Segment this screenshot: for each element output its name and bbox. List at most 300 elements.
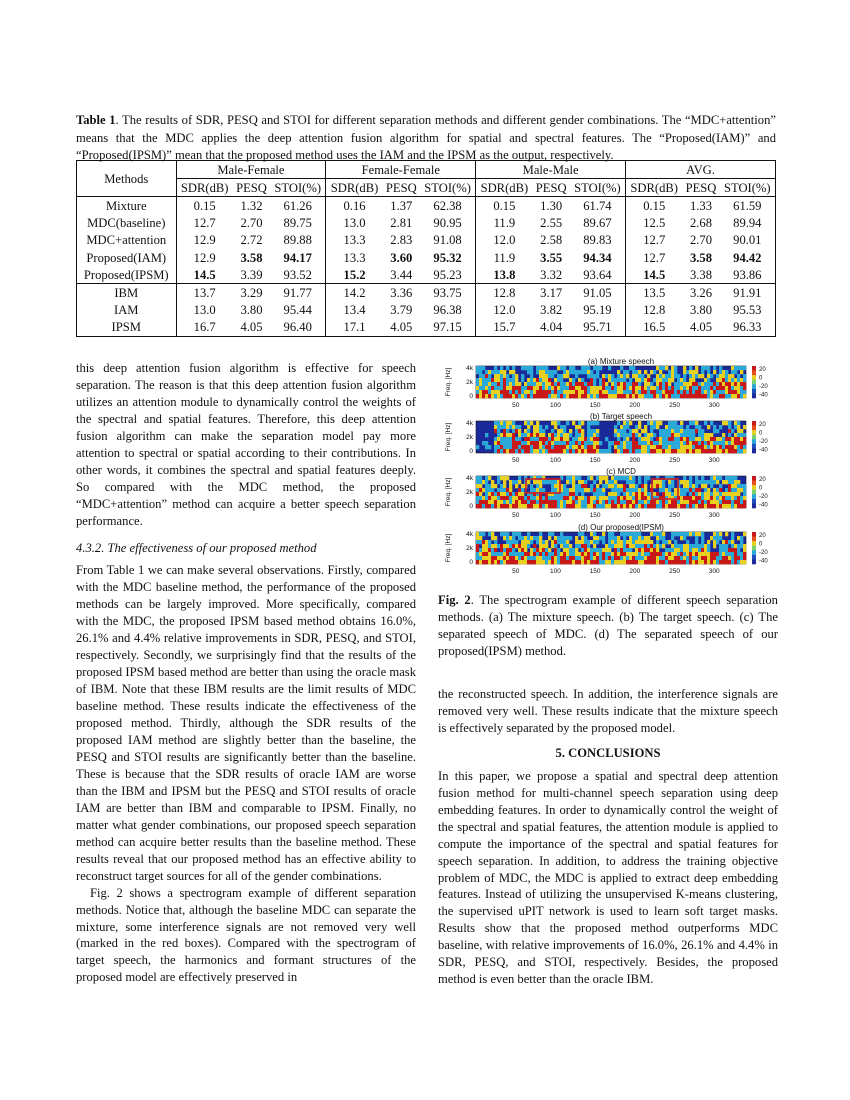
spectrogram-cell xyxy=(629,386,632,390)
spectrogram-cell xyxy=(722,433,725,437)
spectrogram-cell xyxy=(731,429,734,433)
spectrogram-cell xyxy=(653,552,656,556)
spectrogram-cell xyxy=(674,374,677,378)
spectrogram-cell xyxy=(656,425,659,429)
spectrogram-cell xyxy=(644,386,647,390)
spectrogram-cell xyxy=(656,449,659,453)
spectrogram-cell xyxy=(527,552,530,556)
spectrogram-cell xyxy=(707,552,710,556)
spectrogram-cell xyxy=(527,370,530,374)
spectrogram-cell xyxy=(536,548,539,552)
spectrogram-cell xyxy=(488,386,491,390)
spectrogram-cell xyxy=(614,390,617,394)
spectrogram-cell xyxy=(608,560,611,564)
spectrogram-cell xyxy=(734,437,737,441)
value-cell: 95.44 xyxy=(270,302,326,319)
spectrogram-cell xyxy=(518,445,521,449)
spectrogram-cell xyxy=(560,374,563,378)
spectrogram-cell xyxy=(479,488,482,492)
spectrogram-cell xyxy=(482,556,485,560)
spectrogram-cell xyxy=(500,492,503,496)
spectrogram-cell xyxy=(566,492,569,496)
spectrogram-cell xyxy=(569,552,572,556)
spectrogram-cell xyxy=(497,390,500,394)
spectrogram-cell xyxy=(518,429,521,433)
spectrogram-cell xyxy=(611,394,614,398)
spectrogram-cell xyxy=(737,480,740,484)
spectrogram-cell xyxy=(644,445,647,449)
spectrogram-cell xyxy=(656,532,659,536)
spectrogram-cell xyxy=(683,476,686,480)
spectrogram-cell xyxy=(743,496,746,500)
spectrogram-cell xyxy=(722,390,725,394)
spectrogram-cell xyxy=(737,536,740,540)
spectrogram-cell xyxy=(596,441,599,445)
spectrogram-cell xyxy=(728,492,731,496)
spectrogram-cell xyxy=(524,390,527,394)
spectrogram-cell xyxy=(734,488,737,492)
spectrogram-cell xyxy=(590,441,593,445)
y-axis-label: Freq. [Hz] xyxy=(445,477,452,507)
spectrogram-cell xyxy=(617,370,620,374)
spectrogram-cell xyxy=(551,496,554,500)
spectrogram-cell xyxy=(614,433,617,437)
spectrogram-cell xyxy=(581,552,584,556)
spectrogram-cell xyxy=(491,390,494,394)
spectrogram-cell xyxy=(485,484,488,488)
spectrogram-cell xyxy=(590,382,593,386)
spectrogram-cell xyxy=(482,496,485,500)
spectrogram-cell xyxy=(671,370,674,374)
spectrogram-cell xyxy=(503,370,506,374)
spectrogram-cell xyxy=(518,556,521,560)
value-cell: 14.5 xyxy=(193,267,216,282)
spectrogram-cell xyxy=(623,500,626,504)
spectrogram-cell xyxy=(725,476,728,480)
spectrogram-cell xyxy=(539,441,542,445)
colorbar-segment xyxy=(752,393,756,398)
spectrogram-cell xyxy=(737,382,740,386)
spectrogram-cell xyxy=(740,445,743,449)
spectrogram-cell xyxy=(650,370,653,374)
spectrogram-cell xyxy=(506,449,509,453)
spectrogram-cell xyxy=(506,544,509,548)
spectrogram-cell xyxy=(692,433,695,437)
spectrogram-cell xyxy=(635,484,638,488)
spectrogram-cell xyxy=(548,441,551,445)
spectrogram-cell xyxy=(536,429,539,433)
spectrogram-cell xyxy=(740,488,743,492)
spectrogram-cell xyxy=(599,496,602,500)
spectrogram-cell xyxy=(524,500,527,504)
spectrogram-cell xyxy=(725,449,728,453)
spectrogram-cell xyxy=(713,445,716,449)
colorbar-tick: -40 xyxy=(759,447,768,454)
spectrogram-cell xyxy=(479,496,482,500)
spectrogram-cell xyxy=(479,370,482,374)
spectrogram-cell xyxy=(500,532,503,536)
spectrogram-cell xyxy=(707,548,710,552)
spectrogram-cell xyxy=(719,425,722,429)
spectrogram-cell xyxy=(530,552,533,556)
spectrogram-cell xyxy=(626,560,629,564)
spectrogram-cell xyxy=(500,433,503,437)
spectrogram-cell xyxy=(623,544,626,548)
spectrogram-cell xyxy=(629,556,632,560)
spectrogram-cell xyxy=(725,548,728,552)
spectrogram-cell xyxy=(485,496,488,500)
spectrogram-cell xyxy=(689,476,692,480)
spectrogram-cell xyxy=(722,480,725,484)
spectrogram-cell xyxy=(524,366,527,370)
spectrogram-cell xyxy=(644,449,647,453)
spectrogram-cell xyxy=(494,370,497,374)
spectrogram-cell xyxy=(629,394,632,398)
spectrogram-cell xyxy=(656,437,659,441)
metric-header: STOI(%) xyxy=(420,179,476,197)
spectrogram-cell xyxy=(668,374,671,378)
spectrogram-cell xyxy=(665,437,668,441)
spectrogram-cell xyxy=(710,382,713,386)
spectrogram-cell xyxy=(632,560,635,564)
spectrogram-cell xyxy=(638,445,641,449)
spectrogram-cell xyxy=(704,437,707,441)
method-cell: Proposed(IAM) xyxy=(77,249,177,266)
figure-caption-text: . The spectrogram example of different speech separation methods. (a) The mixture speech. (b) The target speech. (c) The separated speech of MDC. (d) The separated speech of our proposed(IPSM) method. xyxy=(438,593,778,658)
spectrogram-cell xyxy=(548,548,551,552)
spectrogram-cell xyxy=(491,552,494,556)
spectrogram-cell xyxy=(509,421,512,425)
value-cell: 4.05 xyxy=(682,319,719,337)
spectrogram-cell xyxy=(542,540,545,544)
spectrogram-cell xyxy=(554,552,557,556)
spectrogram-cell xyxy=(650,390,653,394)
spectrogram-cell xyxy=(653,421,656,425)
spectrogram-cell xyxy=(518,449,521,453)
spectrogram-cell xyxy=(623,504,626,508)
spectrogram-cell xyxy=(602,496,605,500)
spectrogram-cell xyxy=(602,532,605,536)
spectrogram-cell xyxy=(509,536,512,540)
spectrogram-cell xyxy=(578,552,581,556)
spectrogram-cell xyxy=(683,382,686,386)
spectrogram-cell xyxy=(668,484,671,488)
value-cell: 16.7 xyxy=(176,319,233,337)
spectrogram-cell xyxy=(566,370,569,374)
spectrogram-cell xyxy=(515,556,518,560)
spectrogram-cell xyxy=(512,556,515,560)
spectrogram-cell xyxy=(611,552,614,556)
spectrogram-cell xyxy=(689,556,692,560)
spectrogram-cell xyxy=(677,437,680,441)
spectrogram-cell xyxy=(488,492,491,496)
spectrogram-cell xyxy=(581,378,584,382)
spectrogram-cell xyxy=(554,449,557,453)
spectrogram-cell xyxy=(581,548,584,552)
spectrogram-cell xyxy=(674,421,677,425)
spectrogram-cell xyxy=(626,441,629,445)
spectrogram-cell xyxy=(566,536,569,540)
spectrogram-cell xyxy=(551,382,554,386)
spectrogram-cell xyxy=(689,496,692,500)
spectrogram-cell xyxy=(743,532,746,536)
spectrogram-cell xyxy=(482,540,485,544)
spectrogram-cell xyxy=(734,449,737,453)
spectrogram-cell xyxy=(509,488,512,492)
value-cell: 94.42 xyxy=(720,249,776,266)
x-tick-label: 200 xyxy=(629,568,641,575)
spectrogram-cell xyxy=(674,449,677,453)
spectrogram-cell xyxy=(521,556,524,560)
spectrogram-cell xyxy=(722,437,725,441)
spectrogram-cell xyxy=(479,374,482,378)
spectrogram-cell xyxy=(632,480,635,484)
spectrogram-cell xyxy=(680,492,683,496)
spectrogram-cell xyxy=(512,552,515,556)
value-cell: 0.15 xyxy=(626,197,683,215)
spectrogram-cell xyxy=(659,390,662,394)
spectrogram-cell xyxy=(512,425,515,429)
spectrogram-cell xyxy=(515,552,518,556)
spectrogram-cell xyxy=(527,386,530,390)
spectrogram-cell xyxy=(530,441,533,445)
spectrogram-cell xyxy=(542,382,545,386)
spectrogram-cell xyxy=(629,552,632,556)
spectrogram-cell xyxy=(581,480,584,484)
spectrogram-cell xyxy=(536,386,539,390)
spectrogram-cell xyxy=(578,480,581,484)
spectrogram-cell xyxy=(656,394,659,398)
spectrogram-cell xyxy=(575,484,578,488)
value-cell: 11.9 xyxy=(493,250,516,265)
spectrogram-cell xyxy=(530,445,533,449)
spectrogram-cell xyxy=(689,390,692,394)
spectrogram-cell xyxy=(659,504,662,508)
spectrogram-cell xyxy=(503,374,506,378)
spectrogram-cell xyxy=(716,540,719,544)
spectrogram-cell xyxy=(476,390,479,394)
spectrogram-cell xyxy=(722,496,725,500)
spectrogram-cell xyxy=(611,488,614,492)
spectrogram-cell xyxy=(626,552,629,556)
spectrogram-cell xyxy=(506,374,509,378)
spectrogram-cell xyxy=(677,532,680,536)
spectrogram-cell xyxy=(572,386,575,390)
spectrogram-cell xyxy=(719,449,722,453)
value-cell: 3.44 xyxy=(390,267,413,282)
spectrogram-cell xyxy=(512,382,515,386)
spectrogram-cell xyxy=(743,552,746,556)
spectrogram-cell xyxy=(515,500,518,504)
spectrogram-cell xyxy=(596,504,599,508)
spectrogram-cell xyxy=(503,394,506,398)
spectrogram-cell xyxy=(608,374,611,378)
spectrogram-cell xyxy=(521,449,524,453)
spectrogram-cell xyxy=(563,441,566,445)
spectrogram-cell xyxy=(698,374,701,378)
spectrogram-cell xyxy=(551,540,554,544)
spectrogram-cell xyxy=(527,496,530,500)
spectrogram-cell xyxy=(728,552,731,556)
spectrogram-cell xyxy=(491,536,494,540)
spectrogram-cell xyxy=(551,500,554,504)
spectrogram-cell xyxy=(644,476,647,480)
colorbar-segment xyxy=(752,476,756,481)
spectrogram-cell xyxy=(623,394,626,398)
spectrogram-cell xyxy=(623,433,626,437)
spectrogram-cell xyxy=(491,500,494,504)
y-tick-label: 4k xyxy=(466,420,473,427)
spectrogram-cell xyxy=(737,390,740,394)
spectrogram-cell xyxy=(737,449,740,453)
spectrogram-cell xyxy=(503,433,506,437)
spectrogram-cell xyxy=(641,536,644,540)
spectrogram-cell xyxy=(731,378,734,382)
spectrogram-cell xyxy=(599,504,602,508)
spectrogram-cell xyxy=(695,488,698,492)
spectrogram-cell xyxy=(485,374,488,378)
colorbar-tick: 20 xyxy=(759,477,766,483)
spectrogram-cell xyxy=(620,500,623,504)
spectrogram-cell xyxy=(608,540,611,544)
spectrogram-cell xyxy=(722,560,725,564)
spectrogram-cell xyxy=(620,441,623,445)
spectrogram-cell xyxy=(551,390,554,394)
spectrogram-cell xyxy=(644,382,647,386)
spectrogram-cell xyxy=(719,437,722,441)
spectrogram-cell xyxy=(617,504,620,508)
spectrogram-cell xyxy=(638,476,641,480)
spectrogram-cell xyxy=(476,382,479,386)
spectrogram-cell xyxy=(725,552,728,556)
spectrogram-cell xyxy=(701,370,704,374)
value-cell: 93.52 xyxy=(270,266,326,284)
spectrogram-cell xyxy=(614,394,617,398)
spectrogram-cell xyxy=(671,425,674,429)
spectrogram-cell xyxy=(584,496,587,500)
spectrogram-cell xyxy=(647,556,650,560)
spectrogram-cell xyxy=(728,476,731,480)
spectrogram-cell xyxy=(482,504,485,508)
spectrogram-cell xyxy=(509,480,512,484)
spectrogram-cell xyxy=(536,500,539,504)
spectrogram-cell xyxy=(728,429,731,433)
spectrogram-cell xyxy=(710,484,713,488)
spectrogram-cell xyxy=(554,433,557,437)
spectrogram-cell xyxy=(674,394,677,398)
spectrogram-cell xyxy=(695,484,698,488)
spectrogram-cell xyxy=(533,536,536,540)
colorbar-tick: -40 xyxy=(759,558,768,565)
spectrogram-cell xyxy=(740,536,743,540)
spectrogram-cell xyxy=(488,484,491,488)
spectrogram-cell xyxy=(737,496,740,500)
spectrogram-cell xyxy=(599,378,602,382)
spectrogram-cell xyxy=(650,548,653,552)
spectrogram-cell xyxy=(677,504,680,508)
spectrogram-cell xyxy=(656,556,659,560)
value-cell: 91.08 xyxy=(420,232,476,249)
spectrogram-cell xyxy=(602,394,605,398)
spectrogram-cell xyxy=(485,544,488,548)
spectrogram-cell xyxy=(521,504,524,508)
spectrogram-cell xyxy=(713,504,716,508)
spectrogram-cell xyxy=(644,488,647,492)
spectrogram-cell xyxy=(518,536,521,540)
spectrogram-cell xyxy=(740,394,743,398)
value-cell: 15.2 xyxy=(343,267,366,282)
spectrogram-cell xyxy=(563,445,566,449)
spectrogram-cell xyxy=(560,366,563,370)
spectrogram-cell xyxy=(533,480,536,484)
spectrogram-cell xyxy=(683,449,686,453)
metric-header: PESQ xyxy=(682,179,719,197)
spectrogram-cell xyxy=(587,544,590,548)
spectrogram-cell xyxy=(677,544,680,548)
method-cell: Mixture xyxy=(77,197,177,215)
spectrogram-cell xyxy=(581,500,584,504)
spectrogram-cell xyxy=(527,421,530,425)
spectrogram-cell xyxy=(635,374,638,378)
spectrogram-cell xyxy=(527,532,530,536)
spectrogram-cell xyxy=(710,386,713,390)
spectrogram-cell xyxy=(626,488,629,492)
spectrogram-cell xyxy=(650,433,653,437)
spectrogram-cell xyxy=(689,504,692,508)
spectrogram-cell xyxy=(626,425,629,429)
spectrogram-cell xyxy=(620,504,623,508)
methods-header: Methods xyxy=(77,161,177,197)
spectrogram-cell xyxy=(551,437,554,441)
spectrogram-cell xyxy=(623,370,626,374)
spectrogram-cell xyxy=(677,445,680,449)
spectrogram-cell xyxy=(668,382,671,386)
colorbar-segment xyxy=(752,494,756,499)
spectrogram-cell xyxy=(575,476,578,480)
spectrogram-cell xyxy=(560,552,563,556)
spectrogram-cell xyxy=(659,421,662,425)
spectrogram-cell xyxy=(659,552,662,556)
spectrogram-cell xyxy=(638,370,641,374)
spectrogram-cell xyxy=(524,445,527,449)
spectrogram-cell xyxy=(500,437,503,441)
spectrogram-cell xyxy=(491,394,494,398)
spectrogram-cell xyxy=(695,386,698,390)
spectrogram-cell xyxy=(569,370,572,374)
spectrogram-cell xyxy=(662,382,665,386)
spectrogram-cell xyxy=(479,390,482,394)
spectrogram-cell xyxy=(731,560,734,564)
spectrogram-cell xyxy=(674,492,677,496)
spectrogram-cell xyxy=(662,536,665,540)
spectrogram-cell xyxy=(566,390,569,394)
spectrogram-cell xyxy=(635,425,638,429)
value-cell: 12.5 xyxy=(643,216,666,231)
spectrogram-cell xyxy=(707,386,710,390)
spectrogram-cell xyxy=(644,492,647,496)
spectrogram-cell xyxy=(587,504,590,508)
spectrogram-cell xyxy=(704,441,707,445)
spectrogram-cell xyxy=(674,548,677,552)
spectrogram-cell xyxy=(575,560,578,564)
spectrogram-cell xyxy=(653,390,656,394)
spectrogram-cell xyxy=(656,390,659,394)
spectrogram-cell xyxy=(617,449,620,453)
spectrogram-cell xyxy=(551,504,554,508)
spectrogram-cell xyxy=(644,437,647,441)
spectrogram-cell xyxy=(638,500,641,504)
spectrogram-cell xyxy=(584,552,587,556)
